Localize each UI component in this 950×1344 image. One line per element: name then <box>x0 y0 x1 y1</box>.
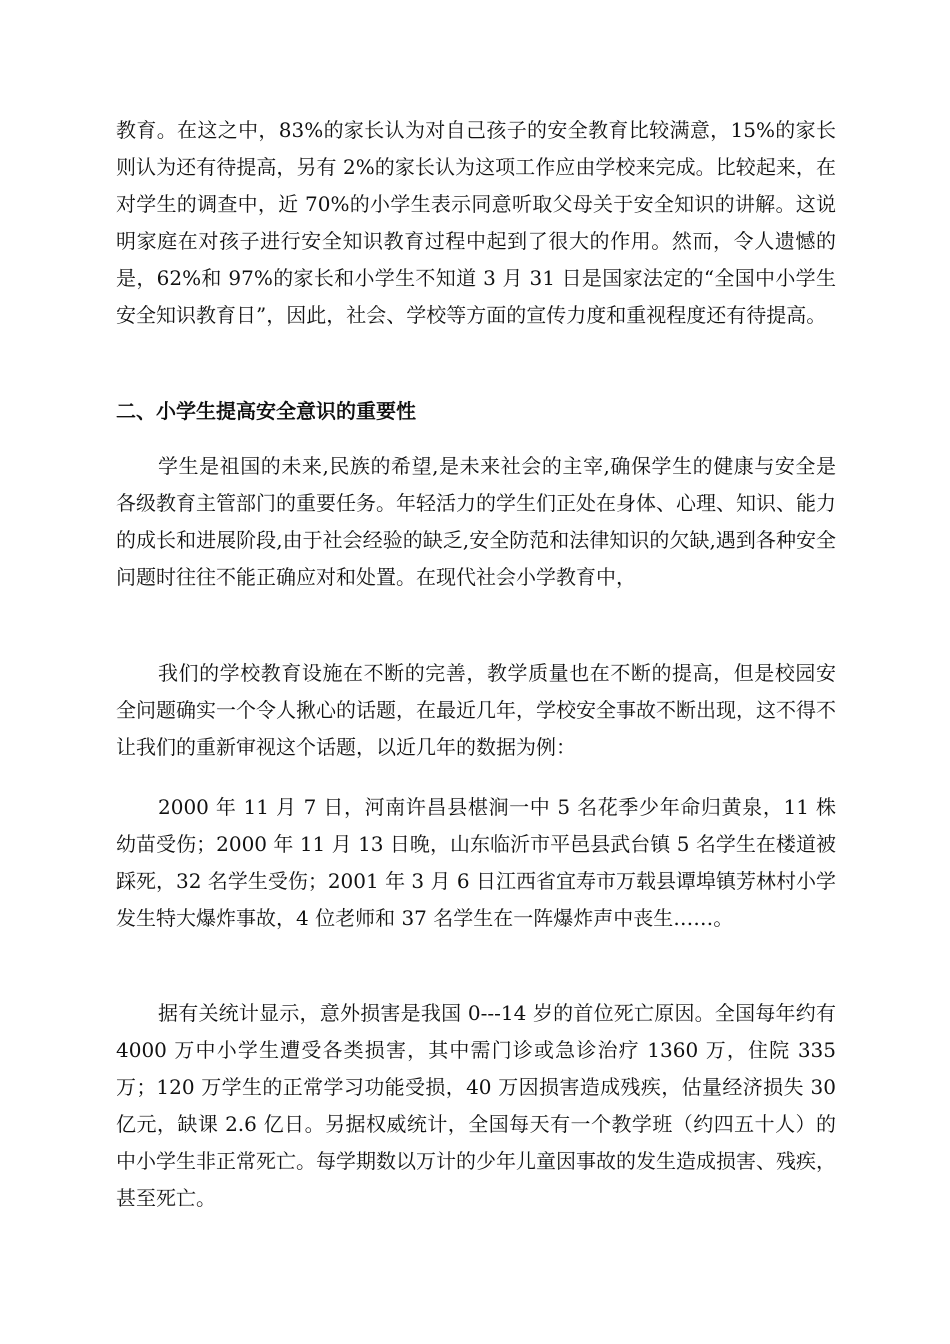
body-paragraph-1-container <box>116 112 836 334</box>
body-paragraph: 我们的学校教育设施在不断的完善，教学质量也在不断的提高，但是校园安全问题确实一个令人揪心的话题，在最近几年，学校安全事故不断出现，这不得不让我们的重新审视这个话题，以近几年的数据为例： <box>116 661 836 759</box>
body-paragraph: 2000 年 11 月 7 日，河南许昌县椹涧一中 5 名花季少年命归黄泉，11 株幼苗受伤；2000 年 11 月 13 日晚，山东临沂市平邑县武台镇 5 名学生在楼道被踩死，32 名学生受伤；2001 年 3 月 6 日江西省宜寿市万载县谭埠镇芳林村小学发生特大爆炸事故，4 位老师和 37 名学生在一阵爆炸声中丧生……。 <box>116 795 836 930</box>
body-paragraph-3-container <box>116 655 836 766</box>
section-heading: 二、小学生提高安全意识的重要性 <box>116 399 416 423</box>
body-paragraph: 教育。在这之中，83%的家长认为对自己孩子的安全教育比较满意，15%的家长则认为还有待提高，另有 2%的家长认为这项工作应由学校来完成。比较起来，在对学生的调查中，近 70%的小学生表示同意听取父母关于安全知识的讲解。这说明家庭在对孩子进行安全知识教育过程中起到了很大的作用。然而，令人遗憾的是，62%和 97%的家长和小学生不知道 3 月 31 日是国家法定的“全国中小学生安全知识教育日”，因此，社会、学校等方面的宣传力度和重视程度还有待提高。 <box>116 118 836 327</box>
body-paragraph: 据有关统计显示，意外损害是我国 0---14 岁的首位死亡原因。全国每年约有 4000 万中小学生遭受各类损害，其中需门诊或急诊治疗 1360 万，住院 335 万；120 万学生的正常学习功能受损，40 万因损害造成残疾，估量经济损失 30 亿元，缺课 2.6 亿日。另据权威统计，全国每天有一个教学班（约四五十人）的中小学生非正常死亡。每学期数以万计的少年儿童因事故的发生造成损害、残疾，甚至死亡。 <box>116 1001 836 1210</box>
body-paragraph-2-container <box>116 448 836 596</box>
body-paragraph: 学生是祖国的未来,民族的希望,是未来社会的主宰,确保学生的健康与安全是各级教育主管部门的重要任务。年轻活力的学生们正处在身体、心理、知识、能力的成长和进展阶段,由于社会经验的缺乏,安全防范和法律知识的欠缺,遇到各种安全问题时往往不能正确应对和处置。在现代社会小学教育中， <box>116 454 836 589</box>
body-paragraph-4-container <box>116 789 836 937</box>
body-paragraph-5-container <box>116 995 836 1217</box>
